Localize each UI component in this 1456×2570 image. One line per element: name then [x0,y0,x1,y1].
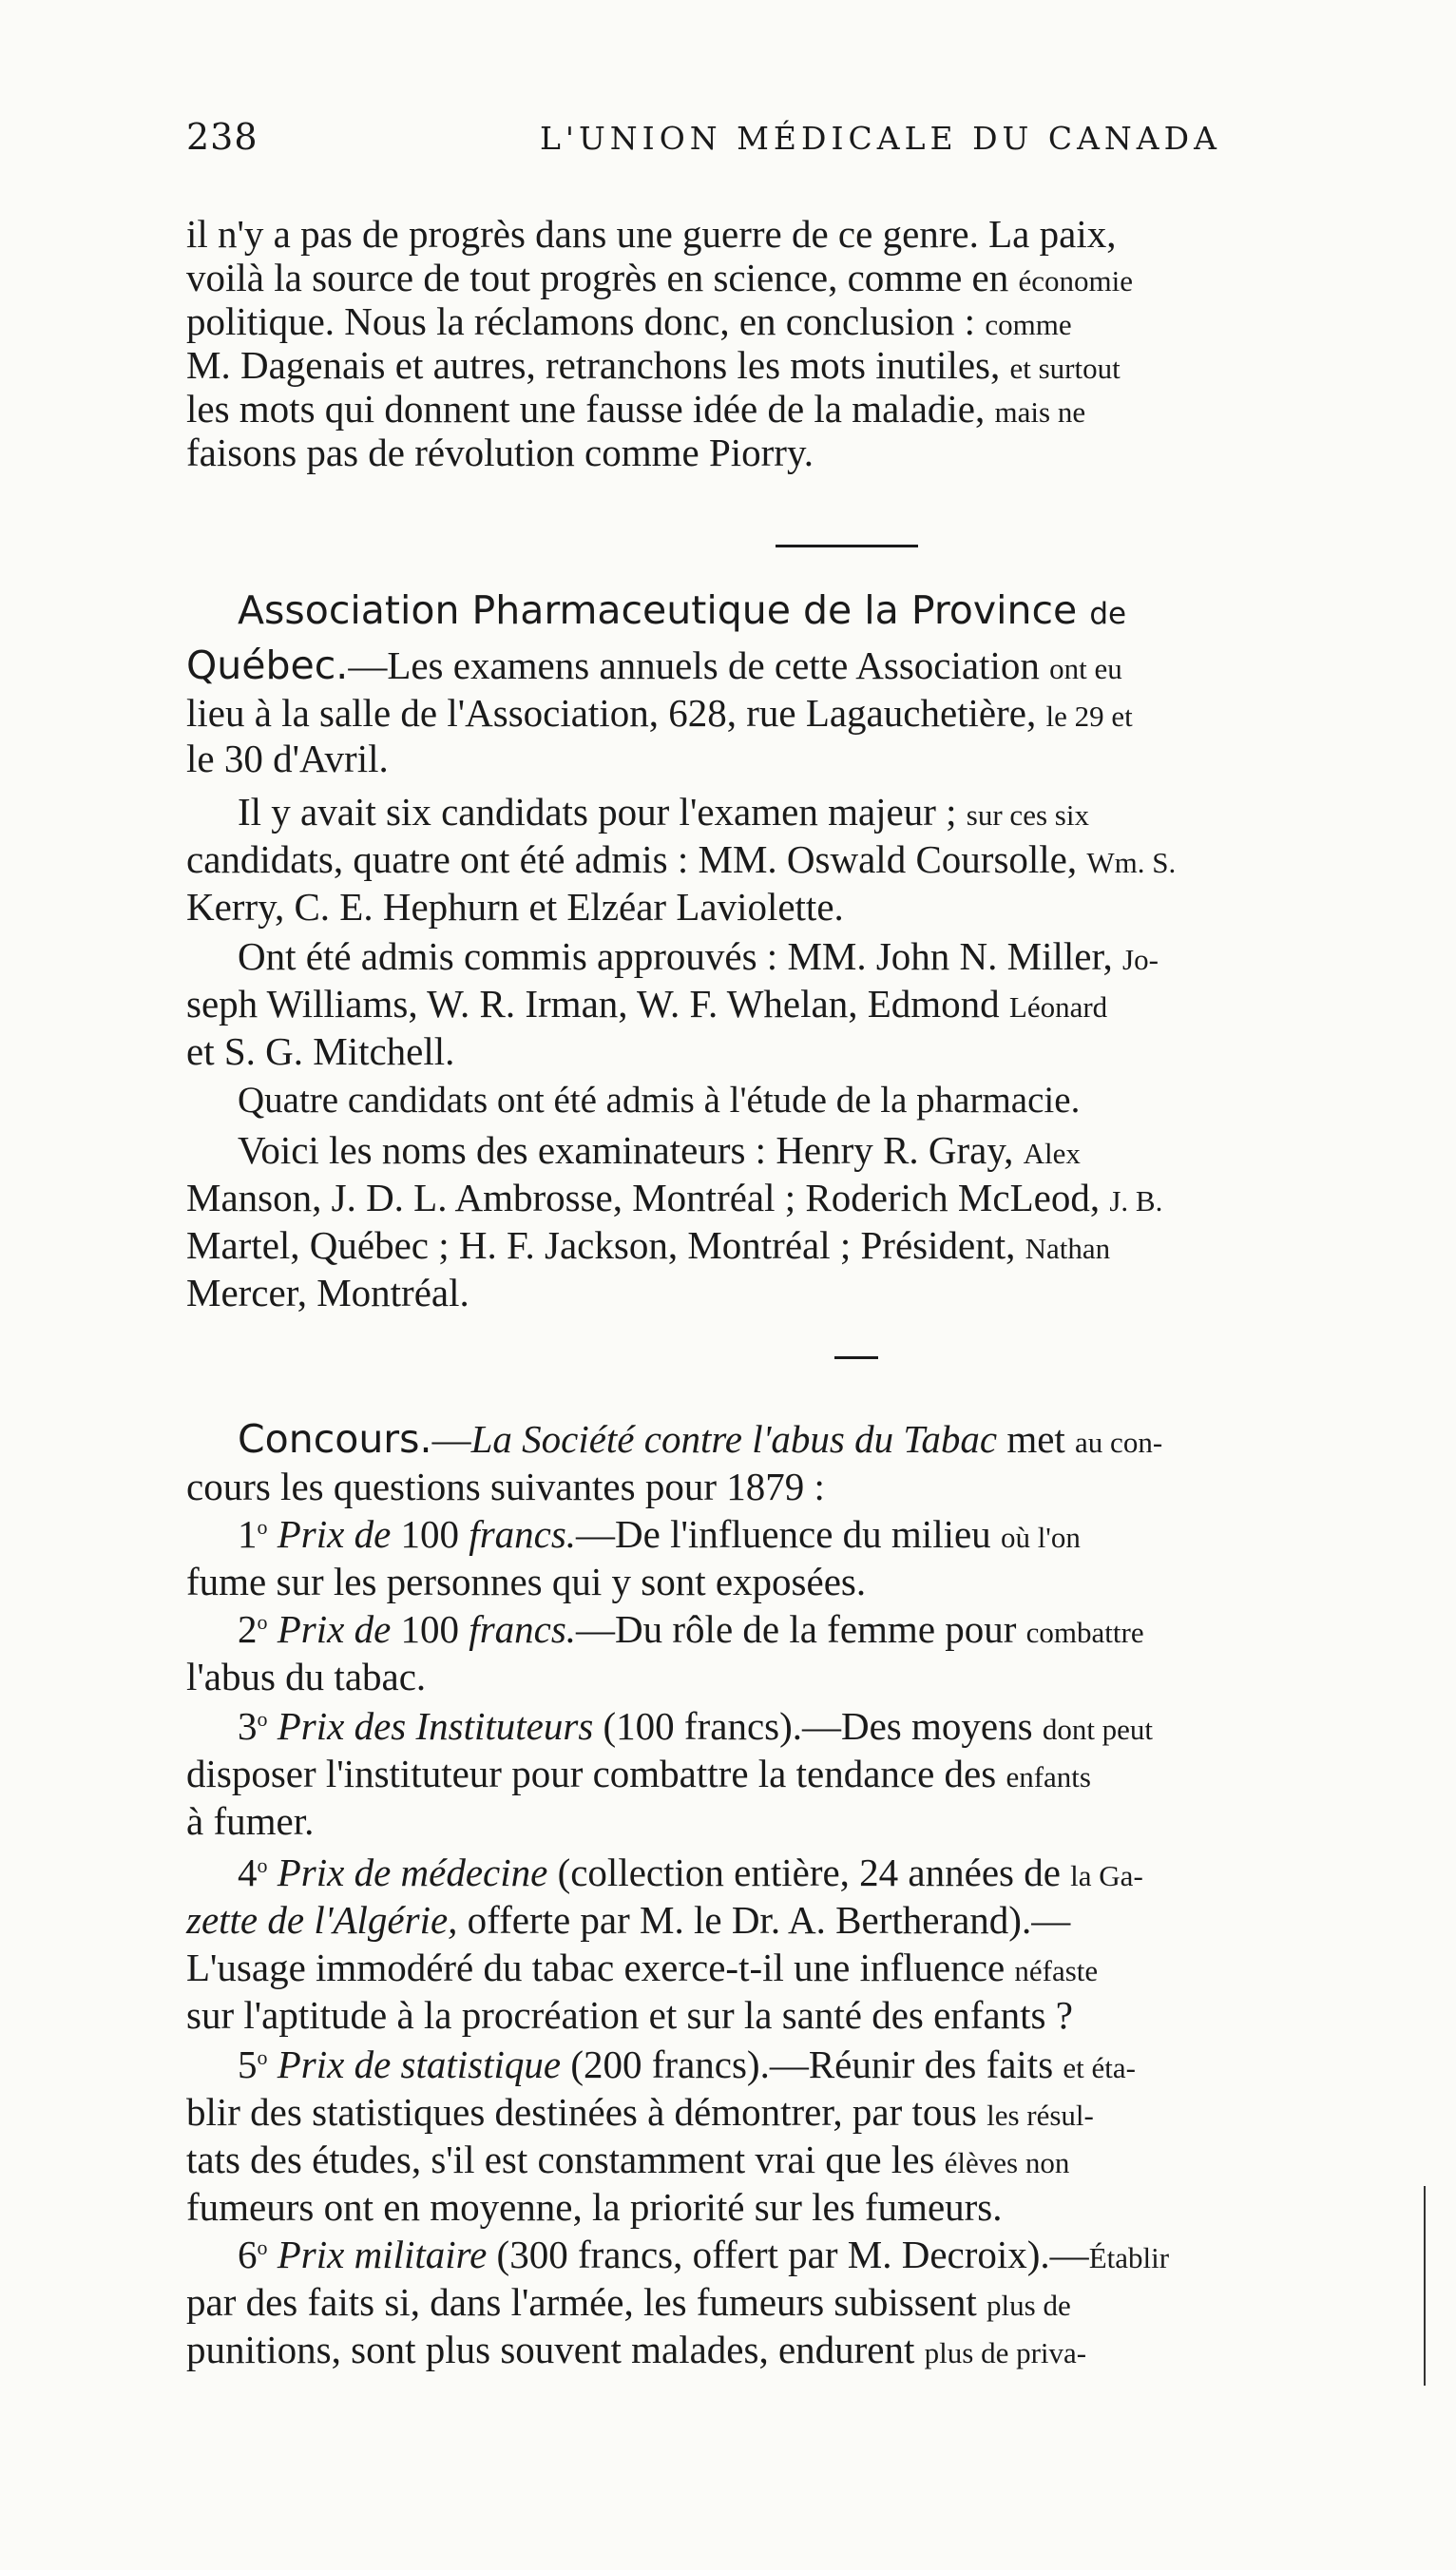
prize-1-line-2: fume sur les personnes qui y sont exposées. [186,1560,867,1603]
page-header [186,116,1422,173]
association-para3-line-2: seph Williams, W. R. Irman, W. F. Whelan, Edmond Léonard [186,982,1108,1026]
association-line-1: Québec.—Les examens annuels de cette Association ont eu [186,642,1122,688]
intro-line-6: faisons pas de révolution comme Piorry. [186,431,814,474]
section-divider [776,545,918,547]
prize-4-line-3: L'usage immodéré du tabac exerce-t-il une influence néfaste [186,1946,1099,1989]
running-title: L'UNION MÉDICALE DU CANADA [540,120,1221,157]
association-para3-line-3: et S. G. Mitchell. [186,1029,455,1073]
prize-6-line-1: 6$^o$ Prix militaire (300 francs, offert par M. Decroix).—Établir [238,2233,1170,2276]
prize-6-line-2: par des faits si, dans l'armée, les fumeurs subissent plus de [186,2280,1071,2324]
prize-5-line-1: 5$^o$ Prix de statistique (200 francs).—Réunir des faits et éta- [238,2043,1136,2086]
concours-line-1: Concours.—La Société contre l'abus du Tabac met au con- [238,1416,1163,1462]
scan-edge-mark [1424,2186,1426,2386]
prize-2-line-2: l'abus du tabac. [186,1655,427,1698]
prize-3-line-2: disposer l'instituteur pour combattre la tendance des enfants [186,1752,1091,1795]
association-title: Association Pharmaceutique de la Province de [238,587,1127,633]
association-para4-line-1: Quatre candidats ont été admis à l'étude de la pharmacie. [238,1080,1081,1121]
intro-line-2: voilà la source de tout progrès en science, comme en économie [186,256,1133,299]
prize-3-line-1: 3$^o$ Prix des Instituteurs (100 francs).—Des moyens dont peut [238,1704,1154,1748]
prize-5-line-4: fumeurs ont en moyenne, la priorité sur les fumeurs. [186,2185,1003,2229]
association-para5-line-4: Mercer, Montréal. [186,1271,469,1314]
prize-5-line-3: tats des études, s'il est constamment vrai que les élèves non [186,2138,1070,2181]
page-number: 238 [186,116,259,158]
concours-line-2: cours les questions suivantes pour 1879 : [186,1465,825,1508]
association-para2-line-2: candidats, quatre ont été admis : MM. Oswald Coursolle, Wm. S. [186,837,1177,881]
association-para5-line-3: Martel, Québec ; H. F. Jackson, Montréal ; Président, Nathan [186,1223,1111,1267]
association-para3-line-1: Ont été admis commis approuvés : MM. John N. Miller, Jo- [238,934,1159,978]
association-para2-line-1: Il y avait six candidats pour l'examen majeur ; sur ces six [238,790,1089,834]
prize-4-line-2: zette de l'Algérie, offerte par M. le Dr. A. Bertherand).— [186,1898,1071,1942]
intro-line-4: M. Dagenais et autres, retranchons les mots inutiles, et surtout [186,343,1121,387]
prize-1-line-1: 1$^o$ Prix de 100 francs.—De l'influence du milieu où l'on [238,1512,1081,1556]
intro-line-5: les mots qui donnent une fausse idée de la maladie, mais ne [186,387,1086,431]
intro-line-1: il n'y a pas de progrès dans une guerre de ce genre. La paix, [186,212,1117,256]
prize-2-line-1: 2$^o$ Prix de 100 francs.—Du rôle de la femme pour combattre [238,1607,1144,1651]
association-line-3: le 30 d'Avril. [186,737,389,780]
association-para2-line-3: Kerry, C. E. Hephurn et Elzéar Laviolette. [186,885,844,929]
section-divider-short [834,1356,878,1359]
intro-line-3: politique. Nous la réclamons donc, en conclusion : comme [186,299,1072,343]
prize-4-line-1: 4$^o$ Prix de médecine (collection entière, 24 années de la Ga- [238,1851,1143,1894]
association-para5-line-1: Voici les noms des examinateurs : Henry R. Gray, Alex [238,1128,1081,1172]
association-line-2: lieu à la salle de l'Association, 628, rue Lagauchetière, le 29 et [186,691,1133,735]
prize-4-line-4: sur l'aptitude à la procréation et sur la santé des enfants ? [186,1993,1073,2037]
prize-5-line-2: blir des statistiques destinées à démontrer, par tous les résul- [186,2090,1094,2134]
prize-3-line-3: à fumer. [186,1799,315,1843]
prize-6-line-3: punitions, sont plus souvent malades, endurent plus de priva- [186,2328,1087,2371]
association-para5-line-2: Manson, J. D. L. Ambrosse, Montréal ; Roderich McLeod, J. B. [186,1176,1163,1219]
